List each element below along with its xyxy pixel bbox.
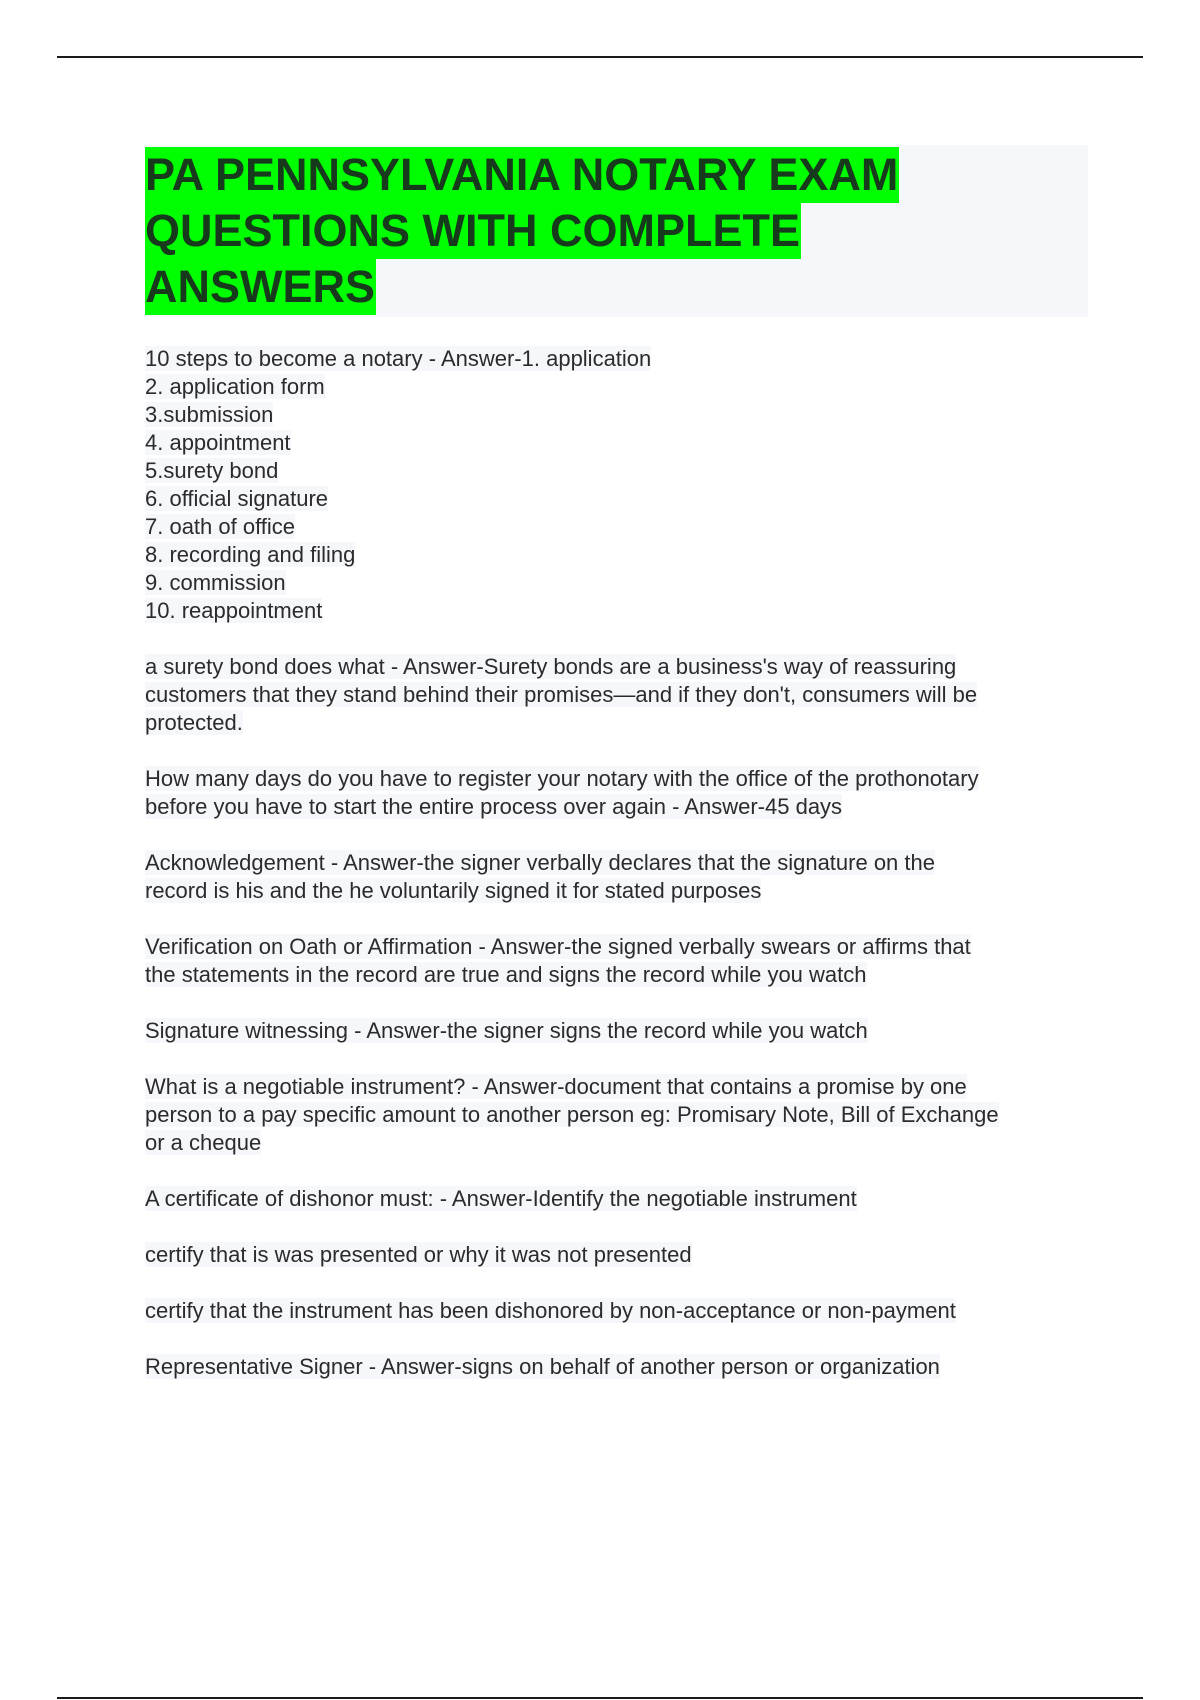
text-line: A certificate of dishonor must: - Answer-Identify the negotiable instrument: [145, 1186, 857, 1211]
text-line: customers that they stand behind their promises—and if they don't, consumers will be: [145, 682, 978, 707]
text-line: Representative Signer - Answer-signs on behalf of another person or organization: [145, 1354, 940, 1379]
text-line: How many days do you have to register your notary with the office of the prothonotary: [145, 766, 979, 791]
text-line: Signature witnessing - Answer-the signer signs the record while you watch: [145, 1018, 868, 1043]
top-rule: [57, 56, 1143, 58]
title-block: [145, 145, 1088, 317]
text-line: 10 steps to become a notary - Answer-1. application: [145, 346, 652, 371]
text-line: protected.: [145, 710, 243, 735]
qa-verification-on-oath: [145, 933, 1088, 989]
text-line: certify that the instrument has been dishonored by non-acceptance or non-payment: [145, 1298, 956, 1323]
qa-certificate-of-dishonor: [145, 1185, 1088, 1213]
qa-dishonor-presented: [145, 1241, 1088, 1269]
text-line: 5.surety bond: [145, 458, 279, 483]
text-line: record is his and the he voluntarily signed it for stated purposes: [145, 878, 762, 903]
text-line: 3.submission: [145, 402, 274, 427]
text-line: 10. reappointment: [145, 598, 323, 623]
qa-surety-bond: [145, 653, 1088, 737]
qa-representative-signer: [145, 1353, 1088, 1381]
bottom-rule: [57, 1697, 1143, 1699]
text-line: a surety bond does what - Answer-Surety bonds are a business's way of reassuring: [145, 654, 957, 679]
qa-registration-days: [145, 765, 1088, 821]
text-line: before you have to start the entire process over again - Answer-45 days: [145, 794, 843, 819]
text-line: person to a pay specific amount to another person eg: Promisary Note, Bill of Exchange: [145, 1102, 999, 1127]
text-line: the statements in the record are true and signs the record while you watch: [145, 962, 867, 987]
text-line: 9. commission: [145, 570, 286, 595]
text-line: or a cheque: [145, 1130, 262, 1155]
text-line: Acknowledgement - Answer-the signer verbally declares that the signature on the: [145, 850, 935, 875]
text-line: 4. appointment: [145, 430, 291, 455]
qa-dishonor-non-acceptance: [145, 1297, 1088, 1325]
text-line: 8. recording and filing: [145, 542, 356, 567]
text-line: certify that is was presented or why it was not presented: [145, 1242, 692, 1267]
text-line: 2. application form: [145, 374, 325, 399]
title-line-1: PA PENNSYLVANIA NOTARY EXAM: [145, 147, 899, 203]
qa-steps-to-become-notary: [145, 345, 1088, 625]
qa-signature-witnessing: [145, 1017, 1088, 1045]
text-line: 6. official signature: [145, 486, 329, 511]
document-body: [145, 145, 1088, 1409]
qa-negotiable-instrument: [145, 1073, 1088, 1157]
title-line-3: ANSWERS: [145, 259, 376, 315]
qa-acknowledgement: [145, 849, 1088, 905]
title-line-2: QUESTIONS WITH COMPLETE: [145, 203, 801, 259]
text-line: What is a negotiable instrument? - Answer-document that contains a promise by one: [145, 1074, 967, 1099]
text-line: Verification on Oath or Affirmation - Answer-the signed verbally swears or affirms that: [145, 934, 971, 959]
document-title: [145, 147, 1088, 315]
text-line: 7. oath of office: [145, 514, 296, 539]
